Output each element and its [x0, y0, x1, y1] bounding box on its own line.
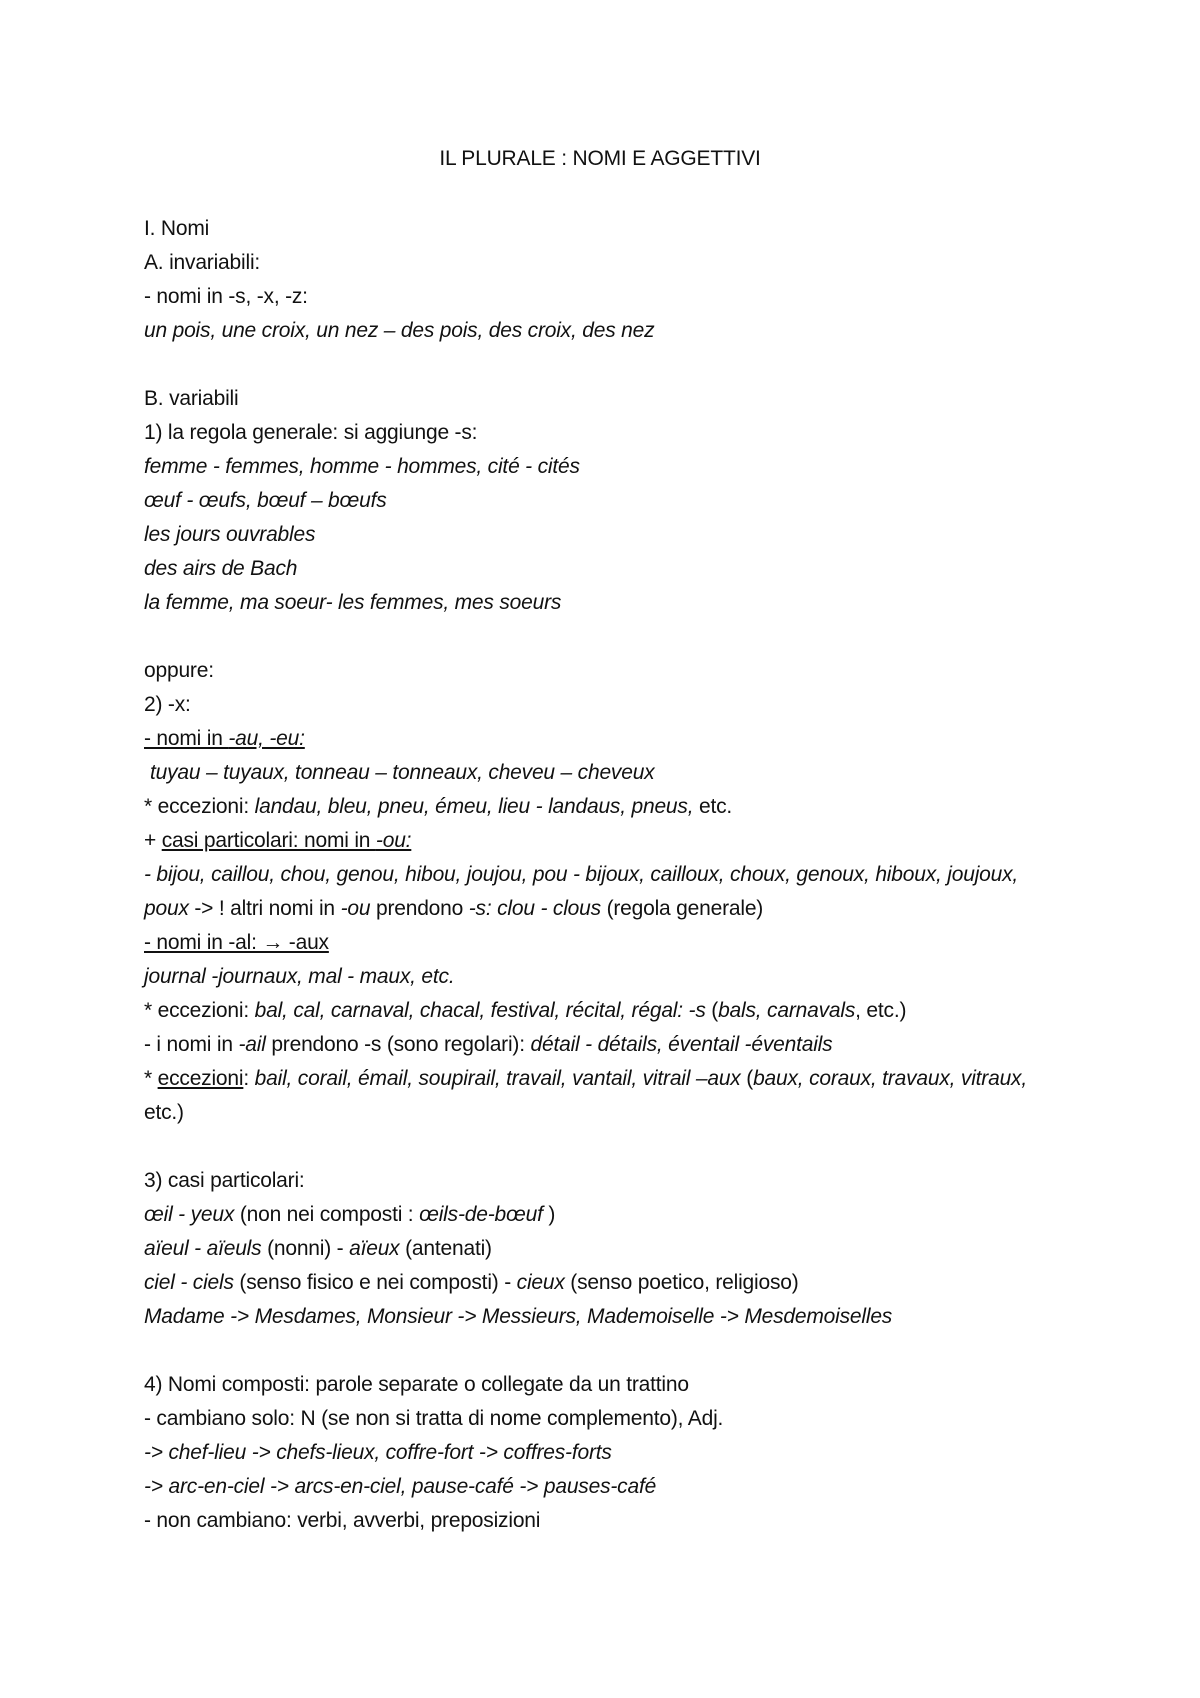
star: *: [144, 1067, 158, 1090]
plus-sign: +: [144, 829, 162, 852]
exceptions-end: etc.): [144, 1101, 184, 1124]
example-line: -> arc-en-ciel -> arcs-en-ciel, pause-café -> pauses-café: [144, 1475, 657, 1498]
ou-s-example: -s: clou - clous: [468, 897, 601, 920]
special-case-line: [144, 1266, 1054, 1300]
ou-arrow-note: -> ! altri nomi in: [188, 897, 341, 920]
blank-line: [144, 1130, 1054, 1164]
example-line: tuyau – tuyaux, tonneau – tonneaux, cheveu – cheveux: [150, 761, 655, 784]
exceptions-label: eccezioni: [157, 1067, 244, 1090]
exceptions-plurals: bals, carnavals: [718, 999, 856, 1022]
subheading-text: - nomi in: [144, 727, 229, 750]
ail-rule-line: [144, 1028, 1054, 1062]
special-case-word-2: cieux: [516, 1271, 565, 1294]
special-case-word: ciel - ciels: [144, 1271, 234, 1294]
special-case-note: (non nei composti :: [234, 1203, 420, 1226]
example-line: la femme, ma soeur- les femmes, mes soeurs: [144, 591, 562, 614]
ou-suffix: -ou: [340, 897, 371, 920]
special-case-end: (antenati): [399, 1237, 492, 1260]
ou-examples: - bijou, caillou, chou, genou, hibou, joujou, pou - bijoux, cailloux, choux, genoux, hiboux, joujoux, poux: [144, 863, 1019, 920]
example-line: des airs de Bach: [144, 557, 298, 580]
exceptions-end: , etc.): [855, 999, 907, 1022]
subheading-au-eu: [144, 722, 1054, 756]
blank-line: [144, 620, 1054, 654]
subheading-al: - nomi in -al: → -aux: [144, 931, 329, 954]
document-body: [144, 212, 1054, 1538]
exceptions-words: landau, bleu, pneu, émeu, lieu - landaus, pneus,: [254, 795, 694, 818]
rule-line: - nomi in -s, -x, -z:: [144, 285, 308, 308]
exceptions-label: * eccezioni:: [144, 999, 255, 1022]
subsection-heading-invariabili: A. invariabili:: [144, 251, 261, 274]
exceptions-words: bail, corail, émail, soupirail, travail, vantail, vitrail –aux: [254, 1067, 741, 1090]
rule-heading-1: 1) la regola generale: si aggiunge -s:: [144, 421, 478, 444]
exceptions-words: bal, cal, carnaval, chacal, festival, récital, régal: -s: [254, 999, 706, 1022]
ail-text-b: prendono -s (sono regolari):: [265, 1033, 531, 1056]
subheading-suffixes: -au, -eu:: [228, 727, 305, 750]
special-case-compound: œils-de-bœuf: [419, 1203, 543, 1226]
special-case-word-2: aïeux: [349, 1237, 400, 1260]
special-case-line: [144, 1198, 1054, 1232]
compound-rule-line: - non cambiano: verbi, avverbi, preposizioni: [144, 1509, 541, 1532]
exceptions-end: etc.: [693, 795, 733, 818]
special-case-end: ): [542, 1203, 556, 1226]
special-case-note: (nonni) -: [261, 1237, 350, 1260]
rule-heading-2: 2) -x:: [144, 693, 191, 716]
section-heading-nomi: I. Nomi: [144, 217, 210, 240]
special-cases-ou-heading: [144, 824, 1054, 858]
page-title: IL PLURALE : NOMI E AGGETTIVI: [439, 147, 761, 170]
exceptions-label: * eccezioni:: [144, 795, 255, 818]
example-line: un pois, une croix, un nez – des pois, des croix, des nez: [144, 319, 655, 342]
exceptions-line: [144, 994, 1054, 1028]
rule-heading-3: 3) casi particolari:: [144, 1169, 305, 1192]
ou-rule-note: (regola generale): [600, 897, 764, 920]
rule-heading-4: 4) Nomi composti: parole separate o collegate da un trattino: [144, 1373, 689, 1396]
special-case-line: [144, 1232, 1054, 1266]
paren-open: (: [740, 1067, 754, 1090]
ail-text-a: - i nomi in: [144, 1033, 239, 1056]
ou-take: prendono: [370, 897, 469, 920]
special-case-word: œil - yeux: [144, 1203, 235, 1226]
example-line: journal -journaux, mal - maux, etc.: [144, 965, 455, 988]
oppure-label: oppure:: [144, 659, 214, 682]
example-line: femme - femmes, homme - hommes, cité - cités: [144, 455, 580, 478]
ou-examples-paragraph: [144, 858, 1054, 926]
special-case-end: (senso poetico, religioso): [564, 1271, 799, 1294]
ail-exceptions-paragraph: [144, 1062, 1054, 1130]
special-cases-suffix: -ou:: [375, 829, 412, 852]
compound-rule-line: - cambiano solo: N (se non si tratta di nome complemento), Adj.: [144, 1407, 724, 1430]
example-line: œuf - œufs, bœuf – bœufs: [144, 489, 387, 512]
special-case-note: (senso fisico e nei composti) -: [233, 1271, 517, 1294]
special-case-titles-line: Madame -> Mesdames, Monsieur -> Messieurs, Mademoiselle -> Mesdemoiselles: [144, 1305, 893, 1328]
ail-suffix: -ail: [238, 1033, 266, 1056]
colon: :: [243, 1067, 255, 1090]
subsection-heading-variabili: B. variabili: [144, 387, 239, 410]
exceptions-line: [144, 790, 1054, 824]
special-cases-text: casi particolari: nomi in: [161, 829, 376, 852]
ail-examples: détail - détails, éventail -éventails: [530, 1033, 833, 1056]
paren-open: (: [705, 999, 719, 1022]
blank-line: [144, 348, 1054, 382]
exceptions-plurals: baux, coraux, travaux, vitraux,: [753, 1067, 1027, 1090]
special-case-word: aïeul - aïeuls: [144, 1237, 262, 1260]
example-line: les jours ouvrables: [144, 523, 316, 546]
example-line: -> chef-lieu -> chefs-lieux, coffre-fort -> coffres-forts: [144, 1441, 612, 1464]
blank-line: [144, 1334, 1054, 1368]
